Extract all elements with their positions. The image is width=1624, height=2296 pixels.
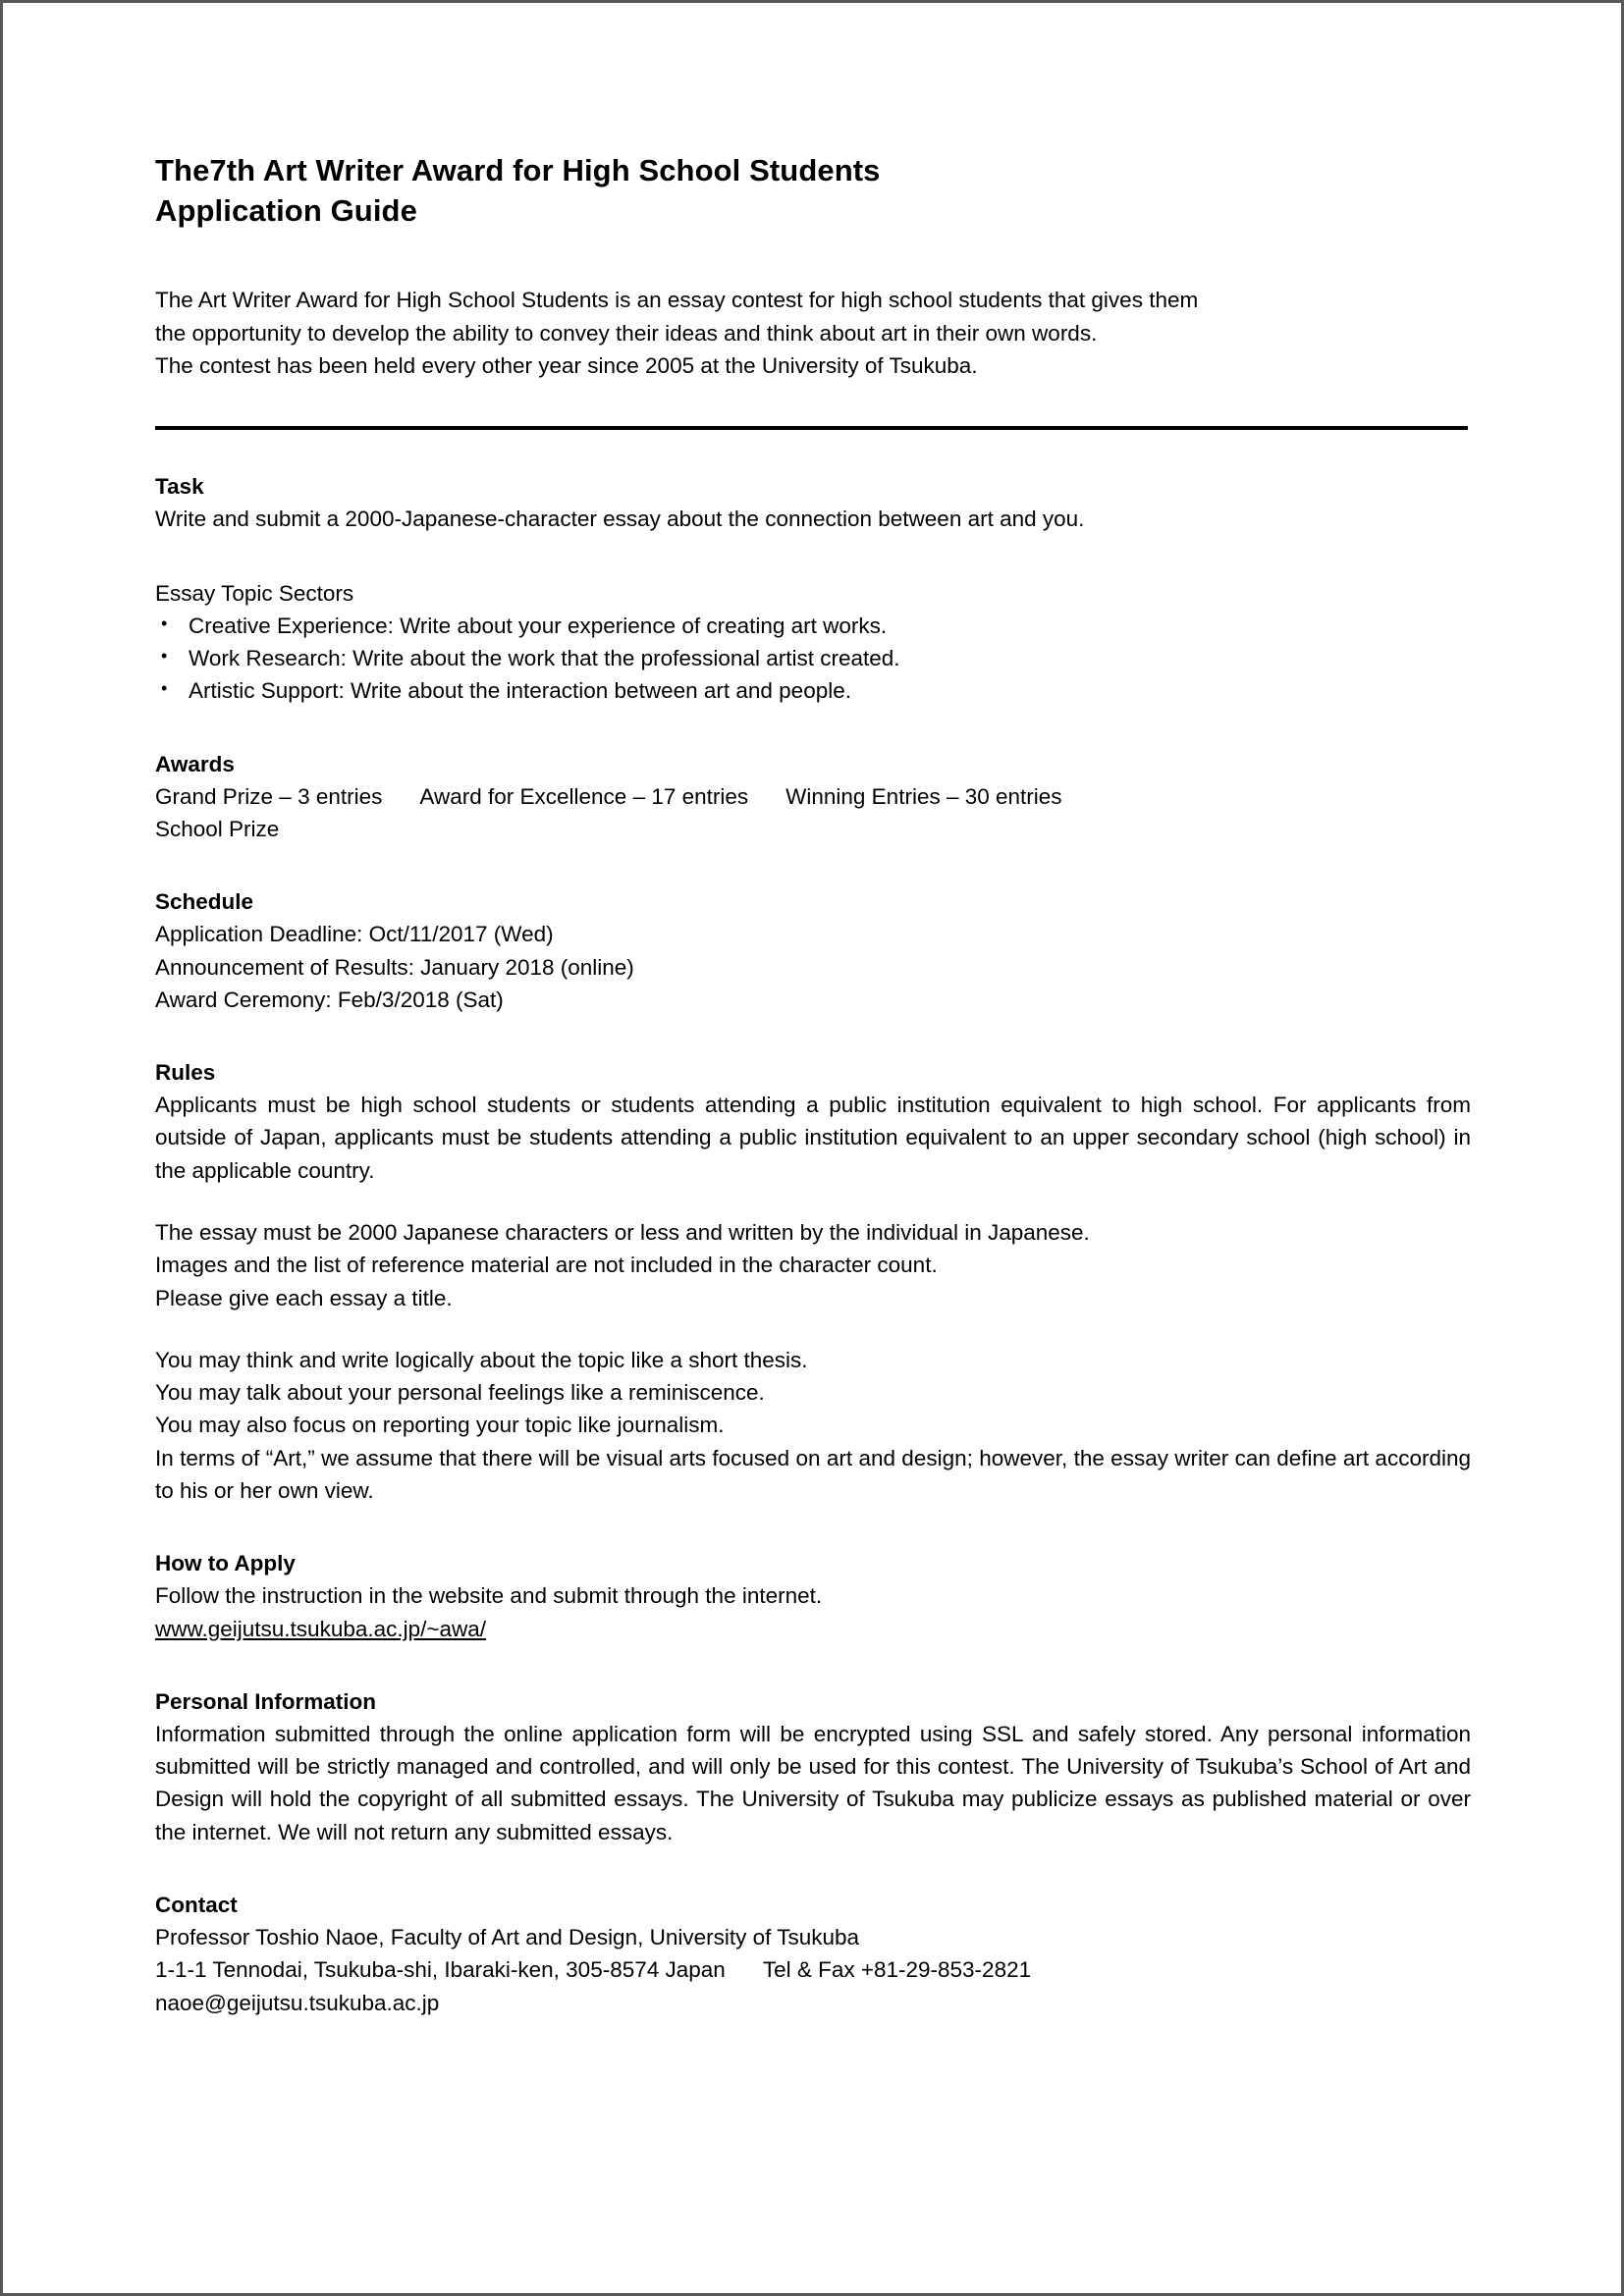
contact-person: Professor Toshio Naoe, Faculty of Art and Design, University of Tsukuba [155, 1924, 860, 1949]
list-item-label: Artistic Support: Write about the interaction between art and people. [189, 678, 851, 704]
bullet-icon: • [161, 678, 168, 699]
schedule-announcement: Announcement of Results: January 2018 (online) [155, 954, 634, 980]
application-website-link[interactable]: www.geijutsu.tsukuba.ac.jp/~awa/ [155, 1616, 487, 1641]
section-schedule [155, 886, 1471, 1016]
task-heading: Task [155, 474, 204, 500]
page-title [155, 150, 1471, 231]
rules-heading: Rules [155, 1060, 216, 1086]
section-rules [155, 1057, 1471, 1507]
rules-essay-exclusions: Images and the list of reference material are not included in the character count. [155, 1253, 938, 1278]
rules-style-reminiscence: You may talk about your personal feelings like a reminiscence. [155, 1380, 765, 1406]
schedule-lines [155, 918, 1471, 1016]
intro-line-1: The Art Writer Award for High School Students is an essay contest for high school students that gives them [155, 288, 1199, 313]
schedule-application-deadline: Application Deadline: Oct/11/2017 (Wed) [155, 922, 554, 947]
contact-address-row [155, 1953, 1471, 1986]
rules-essay-length: The essay must be 2000 Japanese characters or less and written by the individual in Japanese. [155, 1219, 1090, 1245]
task-body: Write and submit a 2000-Japanese-character essay about the connection between art and you. [155, 507, 1085, 532]
rules-style-options [155, 1344, 1471, 1442]
section-awards [155, 749, 1471, 846]
how-to-apply-heading: How to Apply [155, 1551, 296, 1576]
bullet-icon: • [161, 613, 168, 633]
rules-style-thesis: You may think and write logically about the topic like a short thesis. [155, 1347, 808, 1372]
page-title-line-1: The7th Art Writer Award for High School Students [155, 153, 881, 187]
intro-paragraph [155, 284, 1471, 382]
award-school-prize: School Prize [155, 816, 280, 841]
contact-address: 1-1-1 Tennodai, Tsukuba-shi, Ibaraki-ken, 305-8574 Japan [155, 1957, 726, 1983]
award-excellence: Award for Excellence – 17 entries [419, 783, 749, 809]
intro-line-3: The contest has been held every other year since 2005 at the University of Tsukuba. [155, 353, 978, 379]
rules-essay-title: Please give each essay a title. [155, 1285, 453, 1310]
personal-information-body: Information submitted through the online application form will be encrypted using SSL and safely stored. Any personal information submitted will be strictly managed and controlled, and will only be used for this contest. The University of Tsukuba’s School of Art and Design will hold the copyright of all submitted essays. The University of Tsukuba may publicize essays as published material or over the internet. We will not return any submitted essays. [155, 1721, 1471, 1844]
schedule-heading: Schedule [155, 889, 254, 915]
section-how-to-apply [155, 1548, 1471, 1645]
award-grand-prize: Grand Prize – 3 entries [155, 783, 383, 809]
personal-information-heading: Personal Information [155, 1688, 377, 1714]
awards-heading: Awards [155, 751, 235, 776]
contact-heading: Contact [155, 1892, 238, 1917]
list-item [155, 674, 1471, 707]
intro-line-2: the opportunity to develop the ability to convey their ideas and think about art in their own words. [155, 320, 1098, 346]
bullet-icon: • [161, 646, 168, 667]
how-to-apply-instruction: Follow the instruction in the website and submit through the internet. [155, 1583, 823, 1609]
list-item [155, 610, 1471, 642]
page-title-line-2: Application Guide [155, 193, 417, 229]
contact-tel-fax: Tel & Fax +81-29-853-2821 [762, 1957, 1032, 1983]
section-essay-topic-sectors [155, 577, 1471, 708]
list-item [155, 642, 1471, 674]
schedule-award-ceremony: Award Ceremony: Feb/3/2018 (Sat) [155, 987, 504, 1012]
section-personal-information [155, 1686, 1471, 1848]
award-winning-entries: Winning Entries – 30 entries [785, 783, 1062, 809]
rules-art-definition: In terms of “Art,” we assume that there will be visual arts focused on art and design; however, the essay writer can define art according to his or her own view. [155, 1445, 1471, 1504]
header-divider [155, 426, 1468, 430]
contact-email: naoe@geijutsu.tsukuba.ac.jp [155, 1990, 440, 2015]
list-item-label: Creative Experience: Write about your experience of creating art works. [189, 613, 888, 638]
rules-style-journalism: You may also focus on reporting your topic like journalism. [155, 1413, 725, 1438]
rules-eligibility: Applicants must be high school students or students attending a public institution equivalent to high school. For applicants from outside of Japan, applicants must be students attending a public institution equivalent to an upper secondary school (high school) in the applicable country. [155, 1093, 1471, 1183]
rules-essay-requirements [155, 1216, 1471, 1314]
awards-row [155, 780, 1471, 813]
section-contact [155, 1890, 1471, 2019]
list-item-label: Work Research: Write about the work that the professional artist created. [189, 646, 900, 671]
section-task [155, 471, 1471, 535]
essay-topic-sectors-list [155, 610, 1471, 708]
document-content [155, 150, 1471, 2019]
essay-topic-sectors-heading: Essay Topic Sectors [155, 580, 354, 606]
